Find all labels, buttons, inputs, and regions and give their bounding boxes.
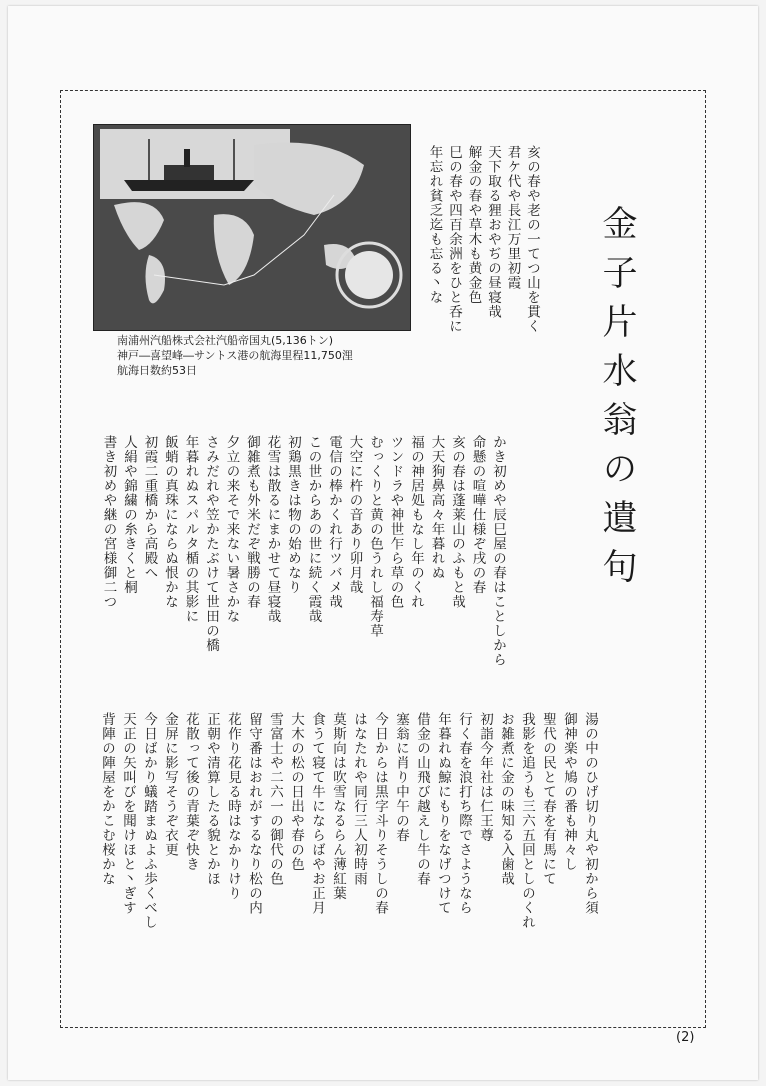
photo-caption [117, 333, 417, 378]
haiku-line: 大木の松の日出や春の色 [288, 712, 304, 872]
haiku-line: 飯蛸の真珠にならぬ恨かな [162, 435, 178, 609]
haiku-block-middle [98, 435, 508, 695]
haiku-line: 花作り花見る時はなかりけり [225, 712, 241, 901]
haiku-line: 雪富士や二六一の御代の色 [267, 712, 283, 886]
haiku-line: 大天狗鼻高々年暮れぬ [428, 435, 445, 580]
haiku-line: 命懸の喧嘩仕様ぞ戌の春 [469, 435, 486, 595]
haiku-line: 花雪は散るにまかせて昼寝哉 [264, 435, 281, 624]
haiku-line: 食うて寝て牛にならばやお正月 [309, 712, 325, 915]
world-map-icon [94, 125, 410, 330]
haiku-line: 天正の矢叫びを聞けほと丶ぎす [120, 712, 136, 915]
haiku-line: 天下取る狸おやぢの昼寝哉 [485, 145, 501, 319]
haiku-line: 留守番はおれがするなり松の内 [246, 712, 262, 915]
haiku-line: 今日からは黒字斗りそうしの春 [372, 712, 388, 915]
page-title: 金子片水翁の遺句 [597, 205, 637, 597]
haiku-line: さみだれや笠かたぶけて世田の橋 [203, 435, 219, 653]
haiku-line: ツンドラや神世乍ら草の色 [387, 435, 404, 609]
haiku-line: 亥の春や老の一てつ山を貫く [524, 145, 540, 334]
haiku-line: 花散って後の青葉ぞ快き [183, 712, 199, 872]
haiku-line: 亥の春は蓬莱山のふもと哉 [449, 435, 465, 609]
haiku-line: 行く春を浪打ち際でさようなら [456, 712, 472, 915]
haiku-line: はなたれや同行三人初時雨 [351, 712, 367, 886]
haiku-line: 借金の山飛び越えし牛の春 [414, 712, 430, 886]
haiku-line: 塞翁に肖り中午の春 [393, 712, 409, 843]
haiku-line: 正朝や清算したる貌とかほ [204, 712, 220, 886]
haiku-line: 背陣の陣屋をかこむ桜かな [99, 712, 115, 886]
haiku-line: 初霞二重橋から高殿へ [141, 435, 158, 580]
haiku-line: この世からあの世に続く霞哉 [305, 435, 322, 624]
haiku-line: 莫斯向は吹雪なるらん薄紅葉 [330, 712, 346, 901]
haiku-line: 書き初めや継の宮様御二つ [100, 435, 117, 609]
ship-map-photo [93, 124, 411, 331]
haiku-line: 金屏に影写そうぞ衣更 [162, 712, 178, 857]
haiku-line: 御神楽や鳩の番も神々し [561, 712, 577, 872]
caption-line: 神戸―喜望峰―サントス港の航海里程11,750浬 [117, 349, 353, 362]
haiku-line: 夕立の来そで来ない暑さかな [223, 435, 240, 624]
haiku-line: 年忘れ貧乏迄も忘る丶な [426, 145, 443, 305]
haiku-line: 湯の中のひげ切り丸や初から須 [582, 712, 598, 915]
haiku-line: 年暮れぬスパルタ楯の其影に [182, 435, 199, 624]
caption-line: 航海日数約53日 [117, 364, 197, 377]
caption-line: 南浦州汽船株式会社汽船帝国丸(5,136トン) [117, 334, 334, 347]
haiku-line: 人絹や錦繍の糸きくと桐 [121, 435, 137, 595]
haiku-line: 今日ばかり蟻踏まぬよふ歩くべし [141, 712, 157, 930]
haiku-line: 御雑煮も外米だぞ戦勝の春 [244, 435, 260, 609]
haiku-line: かき初めや辰巳屋の春はことしから [490, 435, 506, 667]
haiku-line: 初詣今年社は仁王尊 [477, 712, 493, 843]
page-number: (2) [676, 1030, 695, 1045]
haiku-line: むっくりと黄の色うれし福寿草 [367, 435, 383, 638]
haiku-block-top [424, 145, 541, 395]
haiku-line: 聖代の民とて春を有馬にて [540, 712, 556, 886]
haiku-line: 大空に杵の音あり卯月哉 [346, 435, 363, 595]
haiku-line: お雑煮に金の味知る入歯哉 [498, 712, 514, 886]
haiku-line: 巳の春や四百余洲をひと呑に [446, 145, 462, 334]
haiku-line: 解金の春や草木も黄金色 [465, 145, 482, 305]
haiku-line: 電信の棒かくれ行ツバメ哉 [326, 435, 342, 609]
haiku-line: 君ケ代や長江万里初霞 [504, 145, 521, 290]
haiku-line: 福の神居処もなし年のくれ [408, 435, 424, 609]
haiku-block-bottom [96, 712, 600, 982]
haiku-line: 我影を追うも三六五回としのくれ [519, 712, 535, 930]
haiku-line: 年暮れぬ鯨にもりをなげつけて [435, 712, 451, 915]
haiku-line: 初鶏黒きは物の始めなり [285, 435, 301, 595]
